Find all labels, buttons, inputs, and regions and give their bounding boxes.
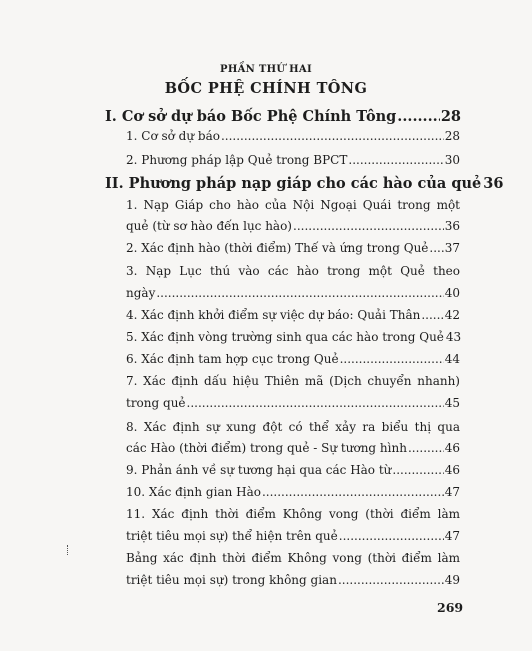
- toc-item[interactable]: [126, 352, 460, 366]
- toc-page-number: 49: [444, 573, 460, 587]
- toc-item-label: 11. Xác định thời điểm Không vong (thời điểm làm: [126, 507, 460, 521]
- toc-page-number: 36: [483, 175, 504, 192]
- toc-page-number: 45: [444, 396, 460, 410]
- toc-item[interactable]: [126, 396, 460, 410]
- toc-item-label: 1. Nạp Giáp cho hào của Nội Ngoại Quái trong một: [126, 198, 460, 212]
- toc-item-label: các Hào (thời điểm) trong quẻ - Sự tương hình: [126, 441, 407, 455]
- toc-item-first-line[interactable]: [126, 551, 460, 565]
- toc-item-label: 5. Xác định vòng trường sinh qua các hào trong Quẻ: [126, 330, 444, 344]
- toc-item-label: 10. Xác định gian Hào: [126, 485, 261, 499]
- toc-item[interactable]: [126, 441, 460, 455]
- dot-leader: [156, 286, 443, 300]
- dot-leader: [293, 219, 444, 233]
- dot-leader: [392, 463, 443, 477]
- toc-item[interactable]: [126, 153, 460, 167]
- dot-leader: [221, 129, 444, 143]
- toc-section-2[interactable]: [105, 175, 504, 192]
- dot-leader: [429, 241, 443, 255]
- toc-page-number: 37: [444, 241, 460, 255]
- toc-page-number: 36: [444, 219, 460, 233]
- toc-page-number: 46: [444, 441, 460, 455]
- toc-item-label: trong quẻ: [126, 396, 186, 410]
- toc-item-label: 4. Xác định khởi điểm sự việc dự báo: Quải Thân: [126, 308, 421, 322]
- toc-item-label: Bảng xác định thời điểm Không vong (thời điểm làm: [126, 551, 460, 565]
- toc-section-1[interactable]: [105, 108, 461, 125]
- page-number: 269: [437, 600, 464, 615]
- toc-item[interactable]: [126, 129, 460, 143]
- toc-item-label: 3. Nạp Lục thú vào các hào trong một Quẻ theo: [126, 264, 460, 278]
- toc-item-label: 2. Phương pháp lập Quẻ trong BPCT: [126, 153, 348, 167]
- toc-page-number: 47: [444, 485, 460, 499]
- dot-leader: [262, 485, 444, 499]
- toc-item-first-line[interactable]: [126, 198, 460, 212]
- toc-item-label: 7. Xác định dấu hiệu Thiên mã (Dịch chuyển nhanh): [126, 374, 460, 388]
- toc-item-label: ngày: [126, 286, 156, 300]
- toc-item-label: 8. Xác định sự xung đột có thể xảy ra biểu thị qua: [126, 420, 460, 434]
- page-title: BỐC PHỆ CHÍNH TÔNG: [164, 80, 368, 97]
- toc-item-first-line[interactable]: [126, 507, 460, 521]
- toc-page-number: 30: [444, 153, 460, 167]
- toc-item[interactable]: [126, 330, 460, 344]
- toc-page-number: 46: [444, 463, 460, 477]
- toc-item-first-line[interactable]: [126, 420, 460, 434]
- toc-page-number: 44: [444, 352, 460, 366]
- dot-leader: [421, 308, 443, 322]
- dot-leader: [408, 441, 444, 455]
- dot-leader: [348, 153, 443, 167]
- dot-leader: [187, 396, 444, 410]
- margin-mark: [67, 545, 70, 555]
- toc-item-label: 2. Xác định hào (thời điểm) Thế và ứng trong Quẻ: [126, 241, 429, 255]
- toc-item-label: triệt tiêu mọi sự) thể hiện trên quẻ: [126, 529, 338, 543]
- toc-item[interactable]: [126, 308, 460, 322]
- toc-section-label: I. Cơ sở dự báo Bốc Phệ Chính Tông: [105, 108, 397, 125]
- toc-page-number: 28: [444, 129, 460, 143]
- toc-item[interactable]: [126, 219, 460, 233]
- toc-item[interactable]: [126, 485, 460, 499]
- toc-item[interactable]: [126, 573, 460, 587]
- toc-item[interactable]: [126, 286, 460, 300]
- toc-item-label: 9. Phản ánh về sự tương hại qua các Hào từ: [126, 463, 392, 477]
- toc-page-number: 47: [444, 529, 460, 543]
- dot-leader: [340, 352, 444, 366]
- toc-item[interactable]: [126, 463, 460, 477]
- toc-page-number: 43: [445, 330, 462, 344]
- dot-leader: [339, 529, 444, 543]
- dot-leader: [397, 108, 440, 125]
- toc-section-label: II. Phương pháp nạp giáp cho các hào của quẻ: [105, 175, 482, 192]
- toc-item[interactable]: [126, 529, 460, 543]
- part-heading: PHẦN THỨ HAI: [220, 64, 312, 75]
- toc-item-label: triệt tiêu mọi sự) trong không gian: [126, 573, 337, 587]
- toc-item-label: 1. Cơ sở dự báo: [126, 129, 220, 143]
- toc-item-first-line[interactable]: [126, 374, 460, 388]
- toc-item-label: quẻ (từ sơ hào đến lục hào): [126, 219, 292, 233]
- toc-page-number: 40: [444, 286, 460, 300]
- toc-page-number: 42: [444, 308, 460, 322]
- toc-item[interactable]: [126, 241, 460, 255]
- dot-leader: [338, 573, 444, 587]
- toc-page-number: 28: [440, 108, 461, 125]
- toc-item-label: 6. Xác định tam hợp cục trong Quẻ: [126, 352, 339, 366]
- toc-item-first-line[interactable]: [126, 264, 460, 278]
